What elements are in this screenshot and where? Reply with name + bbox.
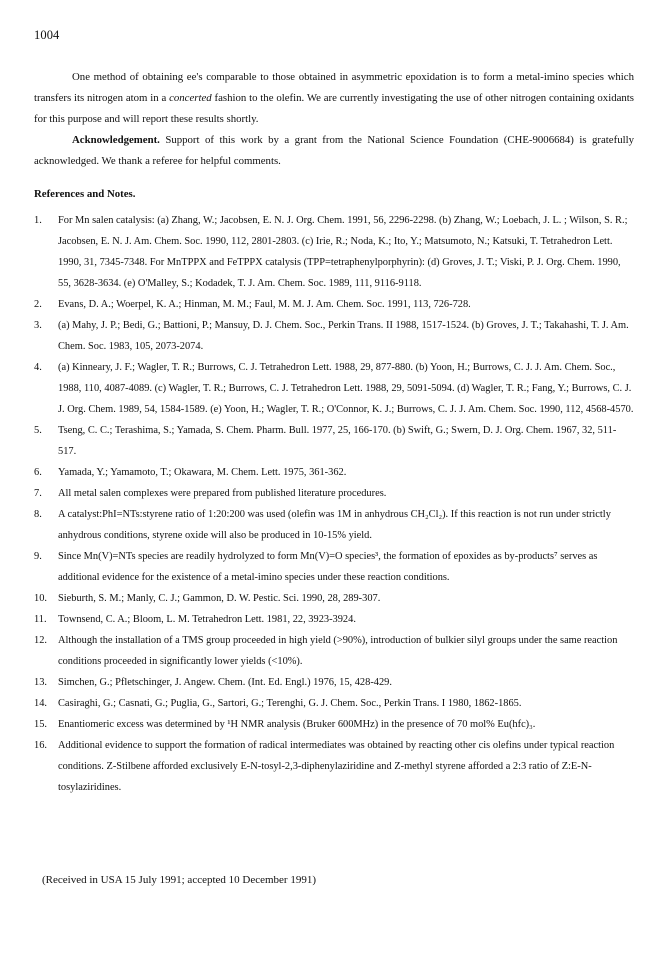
reference-number: 8.: [34, 509, 42, 520]
reference-text: Enantiomeric excess was determined by ¹H NMR analysis (Bruker 600MHz) in the presence of 70 mol% Eu(hfc)₃.: [58, 719, 536, 730]
reference-text: Yamada, Y.; Yamamoto, T.; Okawara, M. Chem. Lett. 1975, 361-362.: [58, 467, 347, 478]
reference-text: (a) Kinneary, J. F.; Wagler, T. R.; Burrows, C. J. Tetrahedron Lett. 1988, 29, 877-880. (b) Yoon, H.; Burrows, C. J. J. Am. Chem. Soc., 1988, 110, 4087-4089. (c) Wagler, T. R.; Burrows, C. J. Tetrahedron Lett. 1988, 29, 5091-5094. (d) Wagler, T. R.; Fang, Y.; Burrows, C. J. J. Org. Chem. 1989, 54, 1584-1589. (e) Yoon, H.; Wagler, T. R.; O'Connor, K. J.; Burrows, C. J. J. Am. Chem. Soc. 1990, 112, 4568-4570.: [58, 362, 634, 415]
reference-text: Tseng, C. C.; Terashima, S.; Yamada, S. Chem. Pharm. Bull. 1977, 25, 166-170. (b) Swift, G.; Swern, D. J. Org. Chem. 1967, 32, 511-517.: [58, 425, 617, 457]
reference-number: 14.: [34, 698, 47, 709]
reference-text: Simchen, G.; Pfletschinger, J. Angew. Chem. (Int. Ed. Engl.) 1976, 15, 428-429.: [58, 677, 392, 688]
reference-text: Since Mn(V)=NTs species are readily hydrolyzed to form Mn(V)=O species³, the formation of epoxides as by-products⁷ serves as additional evidence for the existence of a metal-imino species under these reaction conditions.: [58, 551, 598, 583]
acknowledgement-paragraph: [34, 130, 634, 172]
reference-text: Casiraghi, G.; Casnati, G.; Puglia, G., Sartori, G.; Terenghi, G. J. Chem. Soc., Perkin Trans. I 1980, 1862-1865.: [58, 698, 522, 709]
reference-item: [34, 693, 634, 714]
reference-item: [34, 483, 634, 504]
reference-item: [34, 609, 634, 630]
reference-item: [34, 735, 634, 798]
reference-item: [34, 315, 634, 357]
reference-number: 11.: [34, 614, 47, 625]
reference-number: 1.: [34, 215, 42, 226]
reference-text: Additional evidence to support the formation of radical intermediates was obtained by reacting other cis olefins under typical reaction conditions. Z-Stilbene afforded exclusively E-N-tosyl-2,3-diphenylaziridine and Z-methyl styrene afforded a 2:3 ratio of Z:E-N-tosylaziridines.: [58, 740, 615, 793]
reference-number: 3.: [34, 320, 42, 331]
reference-item: [34, 357, 634, 420]
reference-number: 4.: [34, 362, 42, 373]
reference-item: [34, 462, 634, 483]
method-paragraph: [34, 67, 634, 130]
body-text: [34, 67, 634, 172]
references-list: [34, 210, 634, 798]
reference-text: Sieburth, S. M.; Manly, C. J.; Gammon, D. W. Pestic. Sci. 1990, 28, 289-307.: [58, 593, 381, 604]
reference-item: [34, 420, 634, 462]
reference-text: For Mn salen catalysis: (a) Zhang, W.; Jacobsen, E. N. J. Org. Chem. 1991, 56, 2296-2298. (b) Zhang, W.; Loebach, J. L. ; Wilson, S. R.; Jacobsen, E. N. J. Am. Chem. Soc. 1990, 112, 2801-2803. (c) Irie, R.; Noda, K.; Ito, Y.; Matsumoto, N.; Katsuki, T. Tetrahedron Lett. 1990, 31, 7345-7348. For MnTPPX and FeTPPX catalysis (TPP=tetraphenylporphyrin): (d) Groves, J. T.; Viski, P. J. Org. Chem. 1990, 55, 3628-3634. (e) O'Malley, S.; Kodadek, T. J. Am. Chem. Soc. 1989, 111, 9116-9118.: [58, 215, 628, 289]
reference-item: [34, 714, 634, 735]
reference-number: 12.: [34, 635, 47, 646]
reference-text: Although the installation of a TMS group proceeded in high yield (>90%), introduction of bulkier silyl groups under the same reaction conditions proceeded in significantly lower yields (<10%).: [58, 635, 618, 667]
reference-item: [34, 630, 634, 672]
reference-number: 5.: [34, 425, 42, 436]
reference-text: Evans, D. A.; Woerpel, K. A.; Hinman, M. M.; Faul, M. M. J. Am. Chem. Soc. 1991, 113, 726-728.: [58, 299, 471, 310]
reference-number: 13.: [34, 677, 47, 688]
reference-item: [34, 294, 634, 315]
reference-item: [34, 588, 634, 609]
method-text-2: fashion to the olefin. We are currently investigating the use of other nitrogen containing oxidants for this purpose and will report these results shortly.: [34, 92, 634, 125]
method-text-1: One method of obtaining ee's comparable to those obtained in asymmetric epoxidation is to form a metal-imino species which transfers its nitrogen atom in a: [34, 71, 634, 104]
reference-item: [34, 546, 634, 588]
reference-text: A catalyst:PhI=NTs:styrene ratio of 1:20:200 was used (olefin was 1M in anhydrous CH₂Cl₂). If this reaction is not run under strictly anhydrous conditions, styrene oxide will also be produced in 10-15% yield.: [58, 509, 611, 541]
acknowledgement-text: Support of this work by a grant from the National Science Foundation (CHE-9006684) is gratefully acknowledged. We thank a referee for helpful comments.: [34, 134, 634, 167]
reference-number: 16.: [34, 740, 47, 751]
references-heading: References and Notes.: [34, 188, 136, 200]
reference-text: All metal salen complexes were prepared from published literature procedures.: [58, 488, 387, 499]
reference-item: [34, 672, 634, 693]
reference-number: 2.: [34, 299, 42, 310]
reference-text: (a) Mahy, J. P.; Bedi, G.; Battioni, P.; Mansuy, D. J. Chem. Soc., Perkin Trans. II 1988, 1517-1524. (b) Groves, J. T.; Takahashi, T. J. Am. Chem. Soc. 1983, 105, 2073-2074.: [58, 320, 629, 352]
reference-number: 9.: [34, 551, 42, 562]
reference-number: 7.: [34, 488, 42, 499]
reference-number: 10.: [34, 593, 47, 604]
acknowledgement-heading: Acknowledgement.: [72, 134, 160, 146]
reference-number: 15.: [34, 719, 47, 730]
reference-item: [34, 210, 634, 294]
reference-text: Townsend, C. A.; Bloom, L. M. Tetrahedron Lett. 1981, 22, 3923-3924.: [58, 614, 356, 625]
page-number: 1004: [34, 28, 60, 42]
reference-item: [34, 504, 634, 546]
method-emphasis: concerted: [169, 92, 212, 104]
reference-number: 6.: [34, 467, 42, 478]
received-date-line: (Received in USA 15 July 1991; accepted 10 December 1991): [42, 874, 317, 886]
